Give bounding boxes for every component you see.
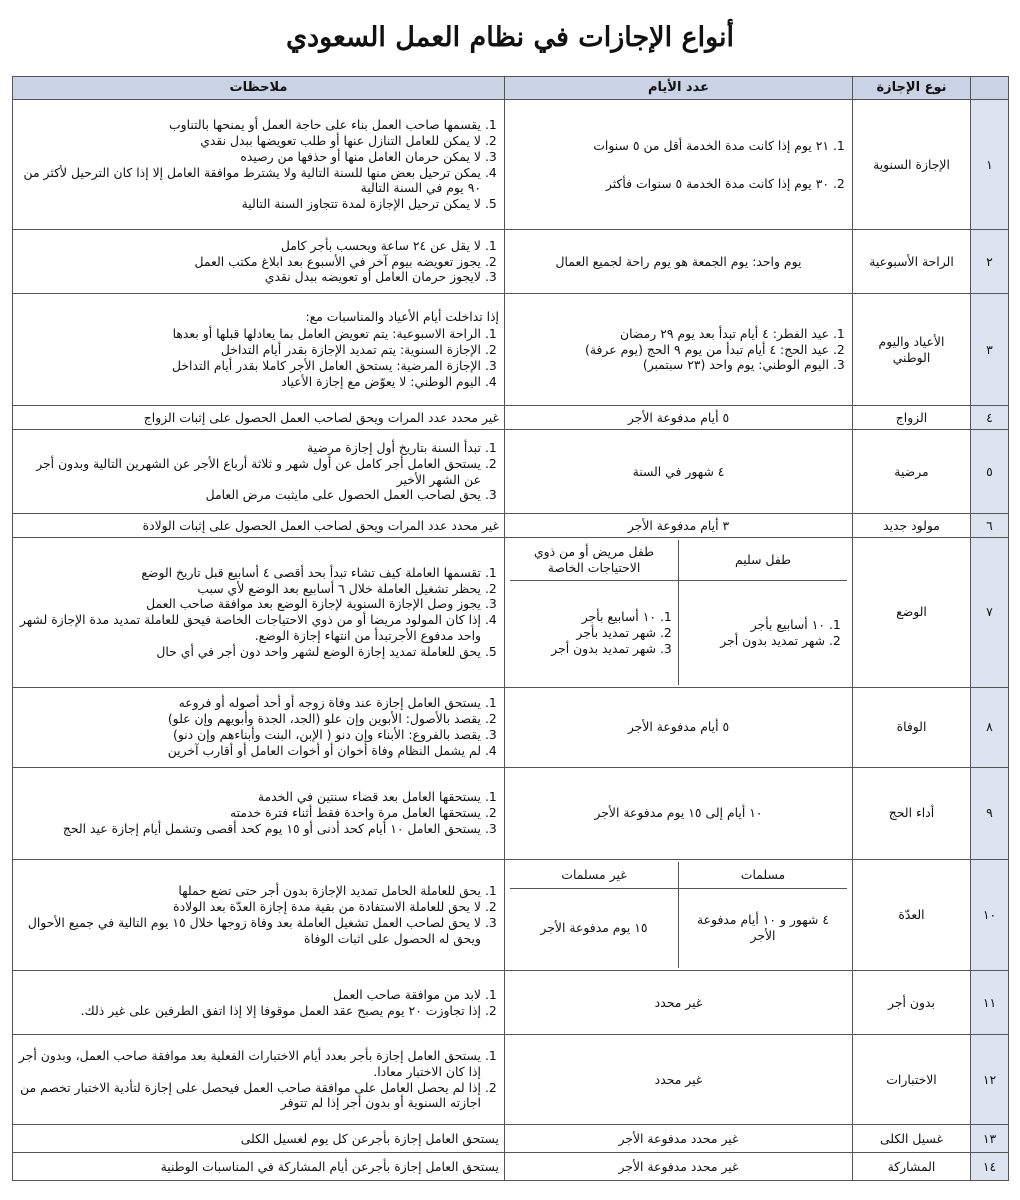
table-row: [13, 514, 1009, 538]
days-cell: يوم واحد: يوم الجمعة هو يوم راحة لجميع العمال: [505, 230, 853, 294]
note-item: 1. لابد من موافقة صاحب العمل: [18, 987, 481, 1003]
row-number: ١٤: [971, 1153, 1009, 1181]
leave-type: مولود جديد: [853, 514, 971, 538]
days-cell: غير محدد مدفوعة الأجر: [505, 1153, 853, 1181]
row-number: ٥: [971, 430, 1009, 514]
note-item: 1. يقسمها صاحب العمل بناء على حاجة العمل أو يمنحها بالتناوب: [18, 117, 481, 133]
notes-cell: [13, 687, 505, 767]
healthy-cell: [679, 581, 848, 685]
note-item: 5. يحق للعاملة تمديد إجازة الوضع لشهر واحد دون أجر في أي حال: [18, 644, 481, 660]
notes-cell: يستحق العامل إجازة بأجرعن أيام المشاركة في المناسبات الوطنية: [13, 1153, 505, 1181]
subheader-special: طفل مريض أو من ذوي الاحتياجات الخاصة: [510, 540, 679, 581]
note-item: 1. الراحة الاسبوعية: يتم تعويض العامل بما يعادلها قبلها أو بعدها: [18, 326, 481, 342]
note-item: 3. لا يمكن حرمان العامل منها أو حذفها من رصيده: [18, 149, 481, 165]
note-item: 4. اليوم الوطني: لا يعوّض مع إجازة الأعياد: [18, 374, 481, 390]
note-item: 2. لا يمكن للعامل التنازل عنها أو طلب تعويضها ببدل نقدي: [18, 133, 481, 149]
note-item: 2. يقصد بالأصول: الأبوين وإن علو (الجد، الجدة وأبويهم وإن علو): [18, 711, 481, 727]
table-row: [13, 406, 1009, 430]
special-cell: [510, 581, 679, 685]
days-cell: غير محدد: [505, 1035, 853, 1125]
note-item: 3. يستحق العامل ١٠ أيام كحد أدنى أو ١٥ يوم كحد أقصى وتشمل أيام إجازة عيد الحج: [18, 821, 481, 837]
notes-cell: [13, 538, 505, 688]
row-number: ٩: [971, 767, 1009, 859]
note-item: 3. يجوز وصل الإجازة السنوية لإجازة الوضع بعد موافقة صاحب العمل: [18, 596, 481, 612]
leave-type: الاختبارات: [853, 1035, 971, 1125]
leave-type: الوفاة: [853, 687, 971, 767]
table-row: [13, 430, 1009, 514]
notes-cell: غير محدد عدد المرات ويحق لصاحب العمل الحصول على إثبات الزواج: [13, 406, 505, 430]
table-row: [13, 767, 1009, 859]
iddah-subtable: [510, 862, 847, 969]
subheader-healthy: طفل سليم: [679, 540, 848, 581]
table-row: [13, 294, 1009, 406]
days-item: 2. شهر تمديد بدون أجر: [683, 633, 825, 649]
notes-cell: غير محدد عدد المرات ويحق لصاحب العمل الحصول على إثبات الولادة: [13, 514, 505, 538]
note-item: 2. إذا تجاوزت ٢٠ يوم يصبح عقد العمل موقوفا إلا إذا اتفق الطرفين على غير ذلك.: [18, 1003, 481, 1019]
days-cell: غير محدد: [505, 971, 853, 1035]
notes-intro: إذا تداخلت أيام الأعياد والمناسبات مع:: [305, 309, 499, 325]
days-cell: ٥ أيام مدفوعة الأجر: [505, 687, 853, 767]
days-item: 1. عيد الفطر: ٤ أيام تبدأ بعد يوم ٢٩ رمضان: [510, 326, 829, 342]
note-item: 4. يمكن ترحيل بعض منها للسنة التالية ولا يشترط موافقة العامل إلا إذا كان الترحيل لأكثر من ٩٠ يوم في السنة التالية: [18, 165, 481, 197]
table-row: [13, 100, 1009, 230]
table-row: [13, 1153, 1009, 1181]
row-number: ١: [971, 100, 1009, 230]
table-row: [13, 687, 1009, 767]
note-item: 5. لا يمكن ترحيل الإجازة لمدة تتجاوز السنة التالية: [18, 196, 481, 212]
leave-type: مرضية: [853, 430, 971, 514]
table-row: [13, 859, 1009, 971]
notes-cell: يستحق العامل إجازة بأجرعن كل يوم لغسيل الكلى: [13, 1125, 505, 1153]
note-item: 1. لا يقل عن ٢٤ ساعة ويحسب بأجر كامل: [18, 238, 481, 254]
row-number: ٧: [971, 538, 1009, 688]
leave-type: بدون أجر: [853, 971, 971, 1035]
note-item: 3. يقصد بالفروع: الأبناء وإن دنو ( الإبن، البنت وأبناءهم وإن دنو): [18, 727, 481, 743]
row-number: ٢: [971, 230, 1009, 294]
note-item: 3. يحق لصاحب العمل الحصول على مايثبت مرض العامل: [18, 487, 481, 503]
muslim-cell: ٤ شهور و ١٠ أيام مدفوعة الأجر: [679, 888, 848, 968]
days-item: 2. عيد الحج: ٤ أيام تبدأ من يوم ٩ الحج (يوم عرفة): [510, 342, 829, 358]
note-item: 2. لا يحق للعاملة الاستفادة من بقية مدة إجازة العدّة بعد الولادة: [18, 899, 481, 915]
days-item: 1. ١٠ أسابيع بأجر: [514, 609, 656, 625]
days-cell: [505, 538, 853, 688]
notes-cell: [13, 100, 505, 230]
leave-type: الأعياد واليوم الوطني: [853, 294, 971, 406]
days-cell: ٣ أيام مدفوعة الأجر: [505, 514, 853, 538]
note-item: 1. تبدأ السنة بتاريخ أول إجازة مرضية: [18, 440, 481, 456]
note-item: 2. يستحقها العامل مرة واحدة فقط أثناء فترة خدمته: [18, 805, 481, 821]
days-cell: ٤ شهور في السنة: [505, 430, 853, 514]
row-number: ٦: [971, 514, 1009, 538]
table-row: [13, 1035, 1009, 1125]
header-type: نوع الإجازة: [853, 77, 971, 100]
leave-type: العدّة: [853, 859, 971, 971]
note-item: 2. الإجازة السنوية: يتم تمديد الإجازة بقدر أيام التداخل: [18, 342, 481, 358]
maternity-subtable: [510, 540, 847, 685]
header-days: عدد الأيام: [505, 77, 853, 100]
note-item: 2. إذا لم يحصل العامل على موافقة صاحب العمل فيحصل على إجازة لتأدية الاختبار تخصم من اجازته السنوية أو بدون أجر إذا لم تتوفر: [18, 1080, 481, 1112]
note-item: 1. يستحقها العامل بعد قضاء سنتين في الخدمة: [18, 789, 481, 805]
row-number: ١٣: [971, 1125, 1009, 1153]
row-number: ٨: [971, 687, 1009, 767]
page-title: أنواع الإجازات في نظام العمل السعودي: [285, 22, 735, 53]
nonmuslim-cell: ١٥ يوم مدفوعة الأجر: [510, 888, 679, 968]
notes-cell: [13, 294, 505, 406]
days-cell: ٥ أيام مدفوعة الأجر: [505, 406, 853, 430]
note-item: 1. يستحق العامل إجازة عند وفاة زوجه أو أحد أصوله أو فروعه: [18, 695, 481, 711]
subheader-muslim: مسلمات: [679, 862, 848, 889]
days-cell: [505, 859, 853, 971]
header-notes: ملاحظات: [13, 77, 505, 100]
days-item: 1. ١٠ أسابيع بأجر: [683, 617, 825, 633]
row-number: ٣: [971, 294, 1009, 406]
note-item: 1. يحق للعاملة الحامل تمديد الإجازة بدون أجر حتى تضع حملها: [18, 883, 481, 899]
notes-cell: [13, 767, 505, 859]
days-cell: [505, 100, 853, 230]
table-row: [13, 538, 1009, 688]
table-row: [13, 971, 1009, 1035]
note-item: 2. يحظر تشغيل العاملة خلال ٦ أسابيع بعد الوضع لأي سبب: [18, 581, 481, 597]
note-item: 4. إذا كان المولود مريضا أو من ذوي الاحتياجات الخاصة فيحق للعاملة تمديد مدة الإجازة لشهر واحد مدفوع الأجرتبدأ من انتهاء إجازة الوضع.: [18, 612, 481, 644]
notes-cell: [13, 230, 505, 294]
notes-cell: [13, 1035, 505, 1125]
leave-type: أداء الحج: [853, 767, 971, 859]
header-row: [13, 77, 1009, 100]
leave-types-table: [12, 76, 1009, 1181]
subheader-nonmuslim: غير مسلمات: [510, 862, 679, 889]
note-item: 4. لم يشمل النظام وفاة أخوان أو أخوات العامل أو أقارب آخرين: [18, 743, 481, 759]
note-item: 2. يجوز تعويضه بيوم آخر في الأسبوع بعد ابلاغ مكتب العمل: [18, 254, 481, 270]
days-item: 3. اليوم الوطني: يوم واحد (٢٣ سبتمبر): [510, 357, 829, 373]
row-number: ١٢: [971, 1035, 1009, 1125]
leave-type: غسيل الكلى: [853, 1125, 971, 1153]
leave-type: الراحة الأسبوعية: [853, 230, 971, 294]
notes-cell: [13, 971, 505, 1035]
note-item: 3. لا يحق لصاحب العمل تشغيل العاملة بعد وفاة زوجها خلال ١٥ يوم التالية في جميع الأحوال ويحق له الحصول على اثبات الوفاة: [18, 915, 481, 947]
leave-type: الزواج: [853, 406, 971, 430]
notes-cell: [13, 430, 505, 514]
note-item: 3. لايجوز حرمان العامل أو تعويضه ببدل نقدي: [18, 269, 481, 285]
table-row: [13, 230, 1009, 294]
row-number: ٤: [971, 406, 1009, 430]
days-item: 3. شهر تمديد بدون أجر: [514, 641, 656, 657]
days-cell: غير محدد مدفوعة الأجر: [505, 1125, 853, 1153]
leave-type: الوضع: [853, 538, 971, 688]
note-item: 1. يستحق العامل إجازة بأجر بعدد أيام الاختبارات الفعلية بعد موافقة صاحب العمل، وبدون أجر إذا كان الاختبار معادا.: [18, 1048, 481, 1080]
row-number: ١١: [971, 971, 1009, 1035]
days-cell: [505, 294, 853, 406]
days-cell: ١٠ أيام إلى ١٥ يوم مدفوعة الأجر: [505, 767, 853, 859]
leave-type: الإجازة السنوية: [853, 100, 971, 230]
days-item: 2. شهر تمديد بأجر: [514, 625, 656, 641]
notes-cell: [13, 859, 505, 971]
note-item: 1. تقسمها العاملة كيف تشاء تبدأ بحد أقصى ٤ أسابيع قبل تاريخ الوضع: [18, 565, 481, 581]
row-number: ١٠: [971, 859, 1009, 971]
days-item: 1. ٢١ يوم إذا كانت مدة الخدمة أقل من ٥ سنوات: [510, 138, 829, 154]
header-num: [971, 77, 1009, 100]
note-item: 2. يستحق العامل أجر كامل عن أول شهر و ثلاثة أرباع الأجر عن الشهرين التالية وبدون أجر عن الشهر الأخير: [18, 456, 481, 488]
table-row: [13, 1125, 1009, 1153]
days-item: 2. ٣٠ يوم إذا كانت مدة الخدمة ٥ سنوات فأكثر: [510, 176, 829, 192]
note-item: 3. الإجازة المرضية: يستحق العامل الأجر كاملا بقدر أيام التداخل: [18, 358, 481, 374]
leave-type: المشاركة: [853, 1153, 971, 1181]
